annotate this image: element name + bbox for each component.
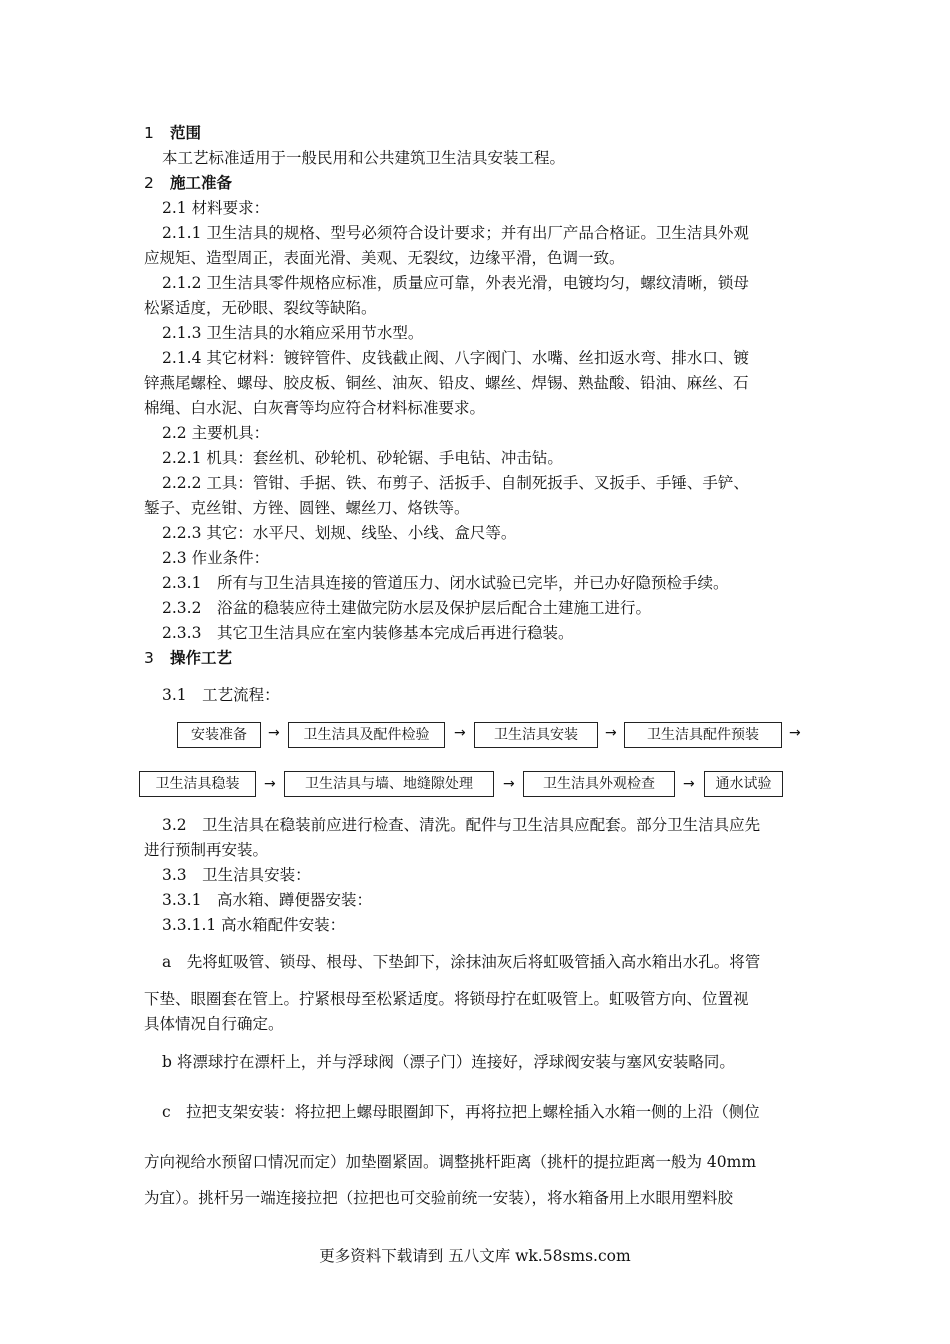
paragraph-line: 錾子、克丝钳、方锉、圆锉、螺丝刀、烙铁等。 <box>144 499 470 517</box>
flow-step: 卫生洁具外观检查 <box>523 771 675 797</box>
paragraph-line: 松紧适度，无砂眼、裂纹等缺陷。 <box>144 299 377 317</box>
section-2-heading <box>144 173 232 193</box>
paragraph-line: 2.1.4 其它材料：镀锌管件、皮钱截止阀、八字阀门、水嘴、丝扣返水弯、排水口、镀 <box>162 349 749 367</box>
paragraph-line: 2.1.1 卫生洁具的规格、型号必须符合设计要求；并有出厂产品合格证。卫生洁具外观 <box>162 224 749 242</box>
section-number: 3 <box>144 649 154 667</box>
paragraph-line: 2.2.3 其它：水平尺、划规、线坠、小线、盒尺等。 <box>162 524 517 542</box>
subsection-heading: 3.3.1 高水箱、蹲便器安装： <box>162 891 372 909</box>
footer-link[interactable]: 更多资料下载请到 五八文库 wk.58sms.com <box>319 1247 631 1265</box>
paragraph-line: c 拉把支架安装：将拉把上螺母眼圈卸下，再将拉把上螺栓插入水箱一侧的上沿（侧位 <box>162 1103 760 1121</box>
flow-arrow: → <box>683 776 695 792</box>
section-title: 范围 <box>170 124 202 142</box>
flow-step: 卫生洁具稳装 <box>139 771 256 797</box>
flow-step: 通水试验 <box>704 771 783 797</box>
subsection-heading: 2.2 主要机具： <box>162 424 270 442</box>
paragraph-line: 2.3.2 浴盆的稳装应待土建做完防水层及保护层后配合土建施工进行。 <box>162 599 651 617</box>
paragraph-line: 应规矩、造型周正，表面光滑、美观、无裂纹，边缘平滑，色调一致。 <box>144 249 625 267</box>
paragraph-line: 2.1.3 卫生洁具的水箱应采用节水型。 <box>162 324 424 342</box>
flow-arrow: → <box>605 725 617 741</box>
section-number: 2 <box>144 174 154 192</box>
section-title: 操作工艺 <box>170 649 233 667</box>
paragraph-line: b 将漂球拧在漂杆上，并与浮球阀（漂子门）连接好，浮球阀安装与塞风安装略同。 <box>162 1053 735 1071</box>
subsection-heading: 2.3 作业条件： <box>162 549 270 567</box>
paragraph-line: 方向视给水预留口情况而定）加垫圈紧固。调整挑杆距离（挑杆的提拉距离一般为 40mm <box>144 1153 757 1171</box>
section-title: 施工准备 <box>170 174 233 192</box>
flow-arrow: → <box>454 725 466 741</box>
flow-step: 卫生洁具配件预装 <box>624 722 782 748</box>
flow-step: 安装准备 <box>177 722 261 748</box>
flow-arrow: → <box>264 776 276 792</box>
flow-step: 卫生洁具安装 <box>474 722 598 748</box>
flow-step: 卫生洁具与墙、地缝隙处理 <box>284 771 494 797</box>
paragraph-line: 锌燕尾螺栓、螺母、胶皮板、铜丝、油灰、铅皮、螺丝、焊锡、熟盐酸、铅油、麻丝、石 <box>144 374 749 392</box>
subsection-heading: 3.3.1.1 高水箱配件安装： <box>162 916 346 934</box>
flow-step: 卫生洁具及配件检验 <box>288 722 445 748</box>
section-1-heading <box>144 123 201 143</box>
section-number: 1 <box>144 124 154 142</box>
paragraph-line: 2.3.1 所有与卫生洁具连接的管道压力、闭水试验已完毕，并已办好隐预检手续。 <box>162 574 729 592</box>
section-3-heading <box>144 648 232 668</box>
paragraph-line: 3.2 卫生洁具在稳装前应进行检查、清洗。配件与卫生洁具应配套。部分卫生洁具应先 <box>162 816 761 834</box>
flow-arrow: → <box>503 776 515 792</box>
subsection-heading: 3.3 卫生洁具安装： <box>162 866 311 884</box>
paragraph-line: 棉绳、白水泥、白灰膏等均应符合材料标准要求。 <box>144 399 486 417</box>
subsection-heading: 3.1 工艺流程： <box>162 686 280 704</box>
paragraph-line: a 先将虹吸管、锁母、根母、下垫卸下，涂抹油灰后将虹吸管插入高水箱出水孔。将管 <box>162 953 761 971</box>
paragraph-line: 具体情况自行确定。 <box>144 1015 284 1033</box>
subsection-heading: 2.1 材料要求： <box>162 199 270 217</box>
flow-arrow: → <box>268 725 280 741</box>
flow-arrow: → <box>789 725 801 741</box>
paragraph-line: 2.2.1 机具：套丝机、砂轮机、砂轮锯、手电钻、冲击钻。 <box>162 449 563 467</box>
paragraph-line: 进行预制再安装。 <box>144 841 269 859</box>
paragraph-line: 为宜）。挑杆另一端连接拉把（拉把也可交验前统一安装），将水箱备用上水眼用塑料胶 <box>144 1189 734 1207</box>
paragraph-line: 2.2.2 工具：管钳、手据、铁、布剪子、活扳手、自制死扳手、叉扳手、手锤、手铲、 <box>162 474 749 492</box>
paragraph-line: 本工艺标准适用于一般民用和公共建筑卫生洁具安装工程。 <box>162 149 566 167</box>
paragraph-line: 2.3.3 其它卫生洁具应在室内装修基本完成后再进行稳装。 <box>162 624 574 642</box>
paragraph-line: 2.1.2 卫生洁具零件规格应标准，质量应可靠，外表光滑，电镀均匀，螺纹清晰，锁母 <box>162 274 749 292</box>
paragraph-line: 下垫、眼圈套在管上。拧紧根母至松紧适度。将锁母拧在虹吸管上。虹吸管方向、位置视 <box>144 990 749 1008</box>
